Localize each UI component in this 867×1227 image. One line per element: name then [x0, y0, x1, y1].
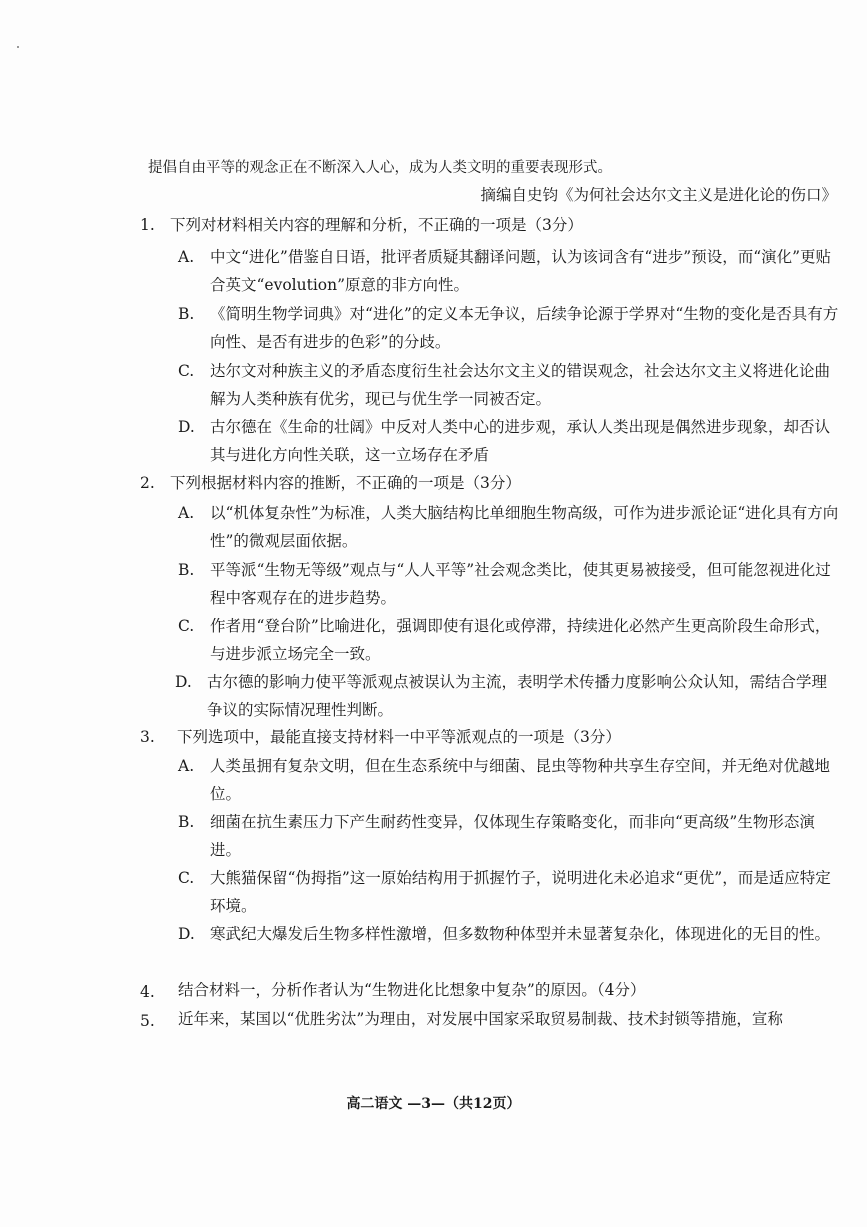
q2-option-a-letter: A.: [178, 504, 195, 522]
question-2-number: 2.: [140, 474, 155, 492]
question-4-stem: 结合材料一，分析作者认为“生物进化比想象中复杂”的原因。（4分）: [178, 981, 646, 999]
question-5-stem: 近年来，某国以“优胜劣汰”为理由，对发展中国家采取贸易制裁、技术封锁等措施，宣称: [178, 1010, 783, 1028]
question-3-stem: 下列选项中，最能直接支持材料一中平等派观点的一项是（3分）: [177, 728, 621, 746]
question-2-stem: 下列根据材料内容的推断，不正确的一项是（3分）: [170, 474, 521, 492]
q3-option-d-letter: D.: [178, 925, 195, 943]
q3-option-a-letter: A.: [178, 757, 195, 775]
q3-option-b-letter: B.: [178, 813, 195, 831]
question-1-stem: 下列对材料相关内容的理解和分析，不正确的一项是（3分）: [170, 216, 583, 234]
question-4-number: 4.: [140, 983, 155, 1001]
page-footer: 高二语文 —3—（共12页）: [346, 1096, 521, 1112]
q2-option-d-letter: D.: [175, 673, 192, 691]
q3-option-c-letter: C.: [178, 869, 195, 887]
question-3-number: 3.: [140, 728, 155, 746]
q1-option-d-letter: D.: [178, 418, 195, 436]
q1-option-b-text: 《简明生物学词典》对“进化”的定义本无争议，后续争论源于学界对“生物的变化是否具有方向性、是否有进步的色彩”的分歧。: [210, 305, 839, 351]
q2-option-d-text: 古尔德的影响力使平等派观点被误认为主流，表明学术传播力度影响公众认知，需结合学理争议的实际情况理性判断。: [207, 673, 828, 719]
scan-speck: [17, 46, 19, 48]
q1-option-a-letter: A.: [178, 248, 195, 266]
q3-option-a-text: 人类虽拥有复杂文明，但在生态系统中与细菌、昆虫等物种共享生存空间，并无绝对优越地位。: [210, 757, 831, 803]
q3-option-b-text: 细菌在抗生素压力下产生耐药性变异，仅体现生存策略变化，而非向“更高级”生物形态演进。: [210, 813, 815, 859]
q1-option-c-text: 达尔文对种族主义的矛盾态度衍生社会达尔文主义的错误观念，社会达尔文主义将进化论曲解为人类种族有优劣，现已与优生学一同被否定。: [210, 362, 831, 408]
q1-option-a-text: 中文“进化”借鉴自日语，批评者质疑其翻译问题，认为该词含有“进步”预设，而“演化”更贴合英文“evolution”原意的非方向性。: [210, 248, 832, 294]
q2-option-b-letter: B.: [178, 561, 195, 579]
q2-option-a-text: 以“机体复杂性”为标准，人类大脑结构比单细胞生物高级，可作为进步派论证“进化具有方向性”的微观层面依据。: [210, 504, 839, 550]
question-5-number: 5.: [140, 1012, 155, 1030]
q2-option-c-text: 作者用“登台阶”比喻进化，强调即使有退化或停滞，持续进化必然产生更高阶段生命形式，与进步派立场完全一致。: [210, 617, 831, 663]
intro-line: 提倡自由平等的观念正在不断深入人心，成为人类文明的重要表现形式。: [148, 160, 612, 176]
q2-option-b-text: 平等派“生物无等级”观点与“人人平等”社会观念类比，使其更易被接受，但可能忽视进化过程中客观存在的进步趋势。: [210, 561, 831, 607]
q1-option-b-letter: B.: [178, 305, 195, 323]
q2-option-c-letter: C.: [178, 617, 195, 635]
q3-option-d-text: 寒武纪大爆发后生物多样性激增，但多数物种体型并未显著复杂化，体现进化的无目的性。: [210, 925, 831, 943]
q3-option-c-text: 大熊猫保留“伪拇指”这一原始结构用于抓握竹子，说明进化未必追求“更优”，而是适应特定环境。: [210, 869, 831, 915]
source-citation: 摘编自史钧《为何社会达尔文主义是进化论的伤口》: [480, 186, 837, 204]
q1-option-c-letter: C.: [178, 362, 195, 380]
question-1-number: 1.: [140, 216, 155, 234]
q1-option-d-text: 古尔德在《生命的壮阔》中反对人类中心的进步观，承认人类出现是偶然进步现象，却否认其与进化方向性关联，这一立场存在矛盾: [210, 418, 831, 464]
